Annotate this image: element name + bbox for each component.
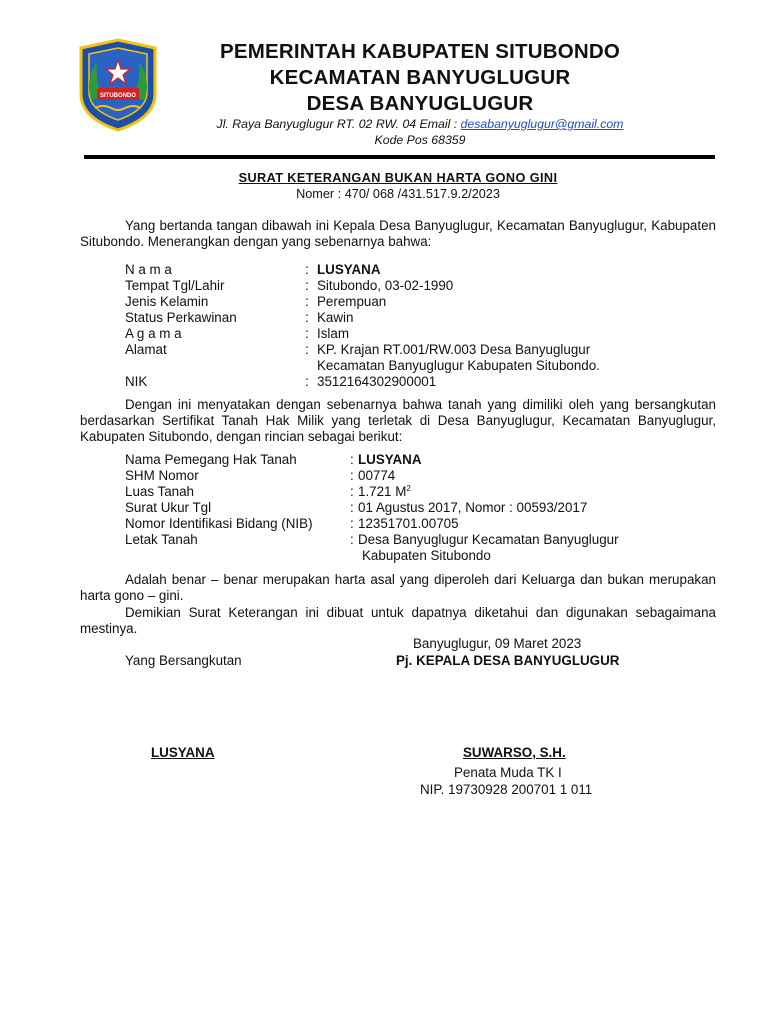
closing-paragraph-2: Demikian Surat Keterangan ini dibuat untuk dapatnya diketahui dan digunakan sebagaimana mestinya. <box>80 605 716 636</box>
person-nik-value: 3512164302900001 <box>317 374 437 389</box>
letter-title: SURAT KETERANGAN BUKAN HARTA GONO GINI <box>238 171 558 185</box>
intro-paragraph: Yang bertanda tangan dibawah ini Kepala Desa Banyuglugur, Kecamatan Banyuglugur, Kabupaten Situbondo. Menerangkan dengan yang sebenarnya bahwa: <box>80 218 716 249</box>
land-area-number: 1.721 M <box>358 484 407 499</box>
person-gender-value: Perempuan <box>317 294 387 309</box>
land-shm-value: 00774 <box>358 468 396 483</box>
person-name-label: N a m a <box>125 262 172 277</box>
person-birth-label: Tempat Tgl/Lahir <box>125 278 225 293</box>
statement-paragraph: Dengan ini menyatakan dengan sebenarnya bahwa tanah yang dimiliki oleh yang bersangkutan berdasarkan Sertifikat Tanah Hak Milik yang terletak di Desa Banyuglugur, Kecamatan Banyuglugur, Kabupaten Situbondo, dengan rincian sebagai berikut: <box>80 397 716 444</box>
logo-caption: SITUBONDO <box>100 93 136 99</box>
left-signer-name: LUSYANA <box>151 745 215 760</box>
regency-logo <box>77 38 159 132</box>
land-area-value <box>358 484 411 500</box>
land-area-unit-sup: 2 <box>406 484 411 493</box>
colon: : <box>350 452 354 467</box>
email-link[interactable]: desabanyuglugur@gmail.com <box>460 117 624 131</box>
header-line-2: KECAMATAN BANYUGLUGUR <box>269 66 571 89</box>
colon: : <box>305 262 309 277</box>
person-religion-label: A g a m a <box>125 326 182 341</box>
colon: : <box>305 310 309 325</box>
right-signer-label: Pj. KEPALA DESA BANYUGLUGUR <box>396 653 620 668</box>
person-nik-label: NIK <box>125 374 148 389</box>
land-location-label: Letak Tanah <box>125 532 198 547</box>
person-birth-value: Situbondo, 03-02-1990 <box>317 278 454 293</box>
person-marital-label: Status Perkawinan <box>125 310 237 325</box>
left-signer-label: Yang Bersangkutan <box>125 653 242 668</box>
land-location-value-1: Desa Banyuglugur Kecamatan Banyuglugur <box>358 532 619 547</box>
person-address-value-2: Kecamatan Banyuglugur Kabupaten Situbondo. <box>317 358 600 373</box>
header-postal: Kode Pos 68359 <box>374 133 466 147</box>
land-location-value-2: Kabupaten Situbondo <box>362 548 491 563</box>
colon: : <box>305 326 309 341</box>
land-shm-label: SHM Nomor <box>125 468 199 483</box>
land-area-label: Luas Tanah <box>125 484 194 499</box>
closing-paragraph-1: Adalah benar – benar merupakan harta asal yang diperoleh dari Keluarga dan bukan merupakan harta gono – gini. <box>80 572 716 603</box>
header-divider <box>84 155 715 159</box>
colon: : <box>305 342 309 357</box>
header-line-3: DESA BANYUGLUGUR <box>306 92 534 115</box>
person-address-label: Alamat <box>125 342 167 357</box>
right-signer-name: SUWARSO, S.H. <box>463 745 566 760</box>
right-signer-nip: NIP. 19730928 200701 1 011 <box>420 782 593 797</box>
person-name-value: LUSYANA <box>317 262 381 277</box>
colon: : <box>350 468 354 483</box>
colon: : <box>350 516 354 531</box>
person-religion-value: Islam <box>317 326 349 341</box>
person-gender-label: Jenis Kelamin <box>125 294 209 309</box>
land-holder-value: LUSYANA <box>358 452 422 467</box>
land-nib-value: 12351701.00705 <box>358 516 459 531</box>
person-address-value-1: KP. Krajan RT.001/RW.003 Desa Banyuglugur <box>317 342 591 357</box>
header-address <box>160 117 680 131</box>
letter-number: Nomer : 470/ 068 /431.517.9.2/2023 <box>296 187 500 201</box>
address-text: Jl. Raya Banyuglugur RT. 02 RW. 04 Email : <box>216 117 461 131</box>
colon: : <box>305 294 309 309</box>
land-survey-label: Surat Ukur Tgl <box>125 500 212 515</box>
right-signer-rank: Penata Muda TK I <box>454 765 562 780</box>
colon: : <box>305 374 309 389</box>
colon: : <box>350 484 354 499</box>
person-marital-value: Kawin <box>317 310 354 325</box>
colon: : <box>350 500 354 515</box>
land-survey-value: 01 Agustus 2017, Nomor : 00593/2017 <box>358 500 588 515</box>
land-holder-label: Nama Pemegang Hak Tanah <box>125 452 297 467</box>
header-line-1: PEMERINTAH KABUPATEN SITUBONDO <box>219 40 621 63</box>
land-nib-label: Nomor Identifikasi Bidang (NIB) <box>125 516 313 531</box>
place-date: Banyuglugur, 09 Maret 2023 <box>413 636 582 651</box>
colon: : <box>350 532 354 547</box>
colon: : <box>305 278 309 293</box>
